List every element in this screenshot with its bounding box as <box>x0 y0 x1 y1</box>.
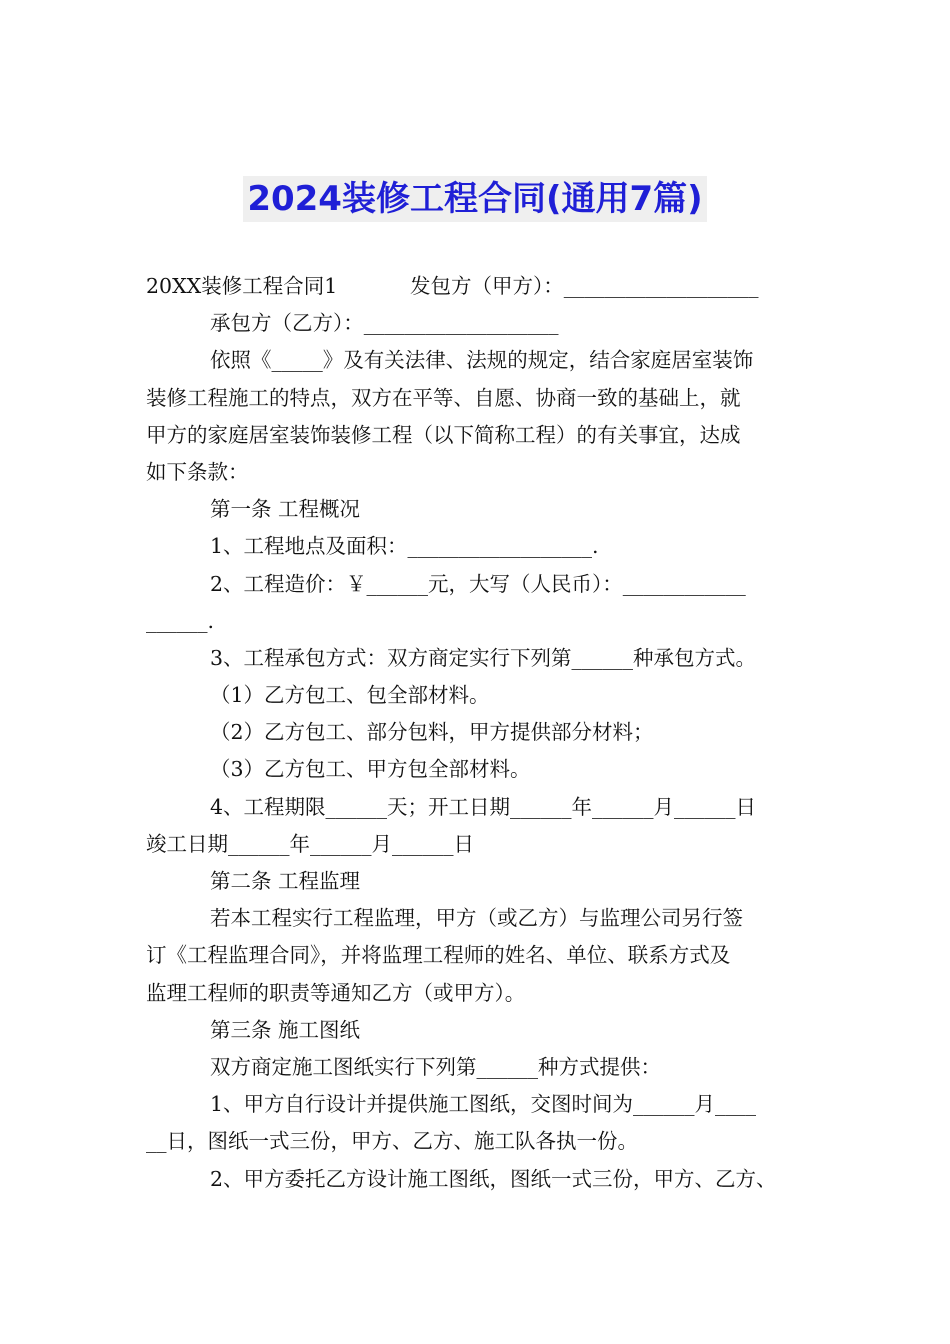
title-container <box>0 176 950 222</box>
option-line: （1）乙方包工、包全部材料。 <box>210 683 490 708</box>
paragraph-line: 双方商定施工图纸实行下列第______种方式提供： <box>210 1054 661 1079</box>
option-line: （3）乙方包工、甲方包全部材料。 <box>210 757 531 782</box>
paragraph-line: 依照《_____》及有关法律、法规的规定，结合家庭居室装饰 <box>210 348 754 373</box>
clause-line: 2、工程造价：￥______元，大写（人民币）：____________ <box>210 571 746 596</box>
party-a-line: 发包方（甲方）：___________________ <box>410 274 759 298</box>
clause-line: __日，图纸一式三份，甲方、乙方、施工队各执一份。 <box>146 1129 638 1154</box>
clause-line: 3、工程承包方式：双方商定实行下列第______种承包方式。 <box>210 645 757 670</box>
paragraph-line: 订《工程监理合同》，并将监理工程师的姓名、单位、联系方式及 <box>146 943 731 968</box>
document-title: 2024装修工程合同(通用7篇) <box>243 176 706 222</box>
section-heading: 20XX装修工程合同1 <box>146 274 338 298</box>
clause-line: 1、工程地点及面积：__________________. <box>210 534 599 559</box>
clause-line: 1、甲方自行设计并提供施工图纸，交图时间为______月____ <box>210 1092 757 1117</box>
clause-line: 2、甲方委托乙方设计施工图纸，图纸一式三份，甲方、乙方、 <box>210 1166 777 1191</box>
contract-body <box>146 268 826 1198</box>
paragraph-line: 监理工程师的职责等通知乙方（或甲方）。 <box>146 980 526 1005</box>
paragraph-line: 若本工程实行工程监理，甲方（或乙方）与监理公司另行签 <box>210 906 743 931</box>
paragraph-line: 甲方的家庭居室装饰装修工程（以下简称工程）的有关事宜，达成 <box>146 422 741 447</box>
first-line <box>146 268 826 305</box>
clause-line: 4、工程期限______天；开工日期______年______月______日 <box>210 794 757 819</box>
clause-line: 竣工日期______年______月______日 <box>146 831 474 856</box>
article-heading: 第一条 工程概况 <box>210 497 361 522</box>
clause-line: ______. <box>146 608 215 633</box>
article-heading: 第二条 工程监理 <box>210 869 361 893</box>
paragraph-line: 如下条款： <box>146 459 249 484</box>
option-line: （2）乙方包工、部分包料，甲方提供部分材料； <box>210 720 654 745</box>
party-b-line: 承包方（乙方）：___________________ <box>210 311 559 336</box>
paragraph-line: 装修工程施工的特点，双方在平等、自愿、协商一致的基础上，就 <box>146 385 741 410</box>
article-heading: 第三条 施工图纸 <box>210 1017 361 1042</box>
